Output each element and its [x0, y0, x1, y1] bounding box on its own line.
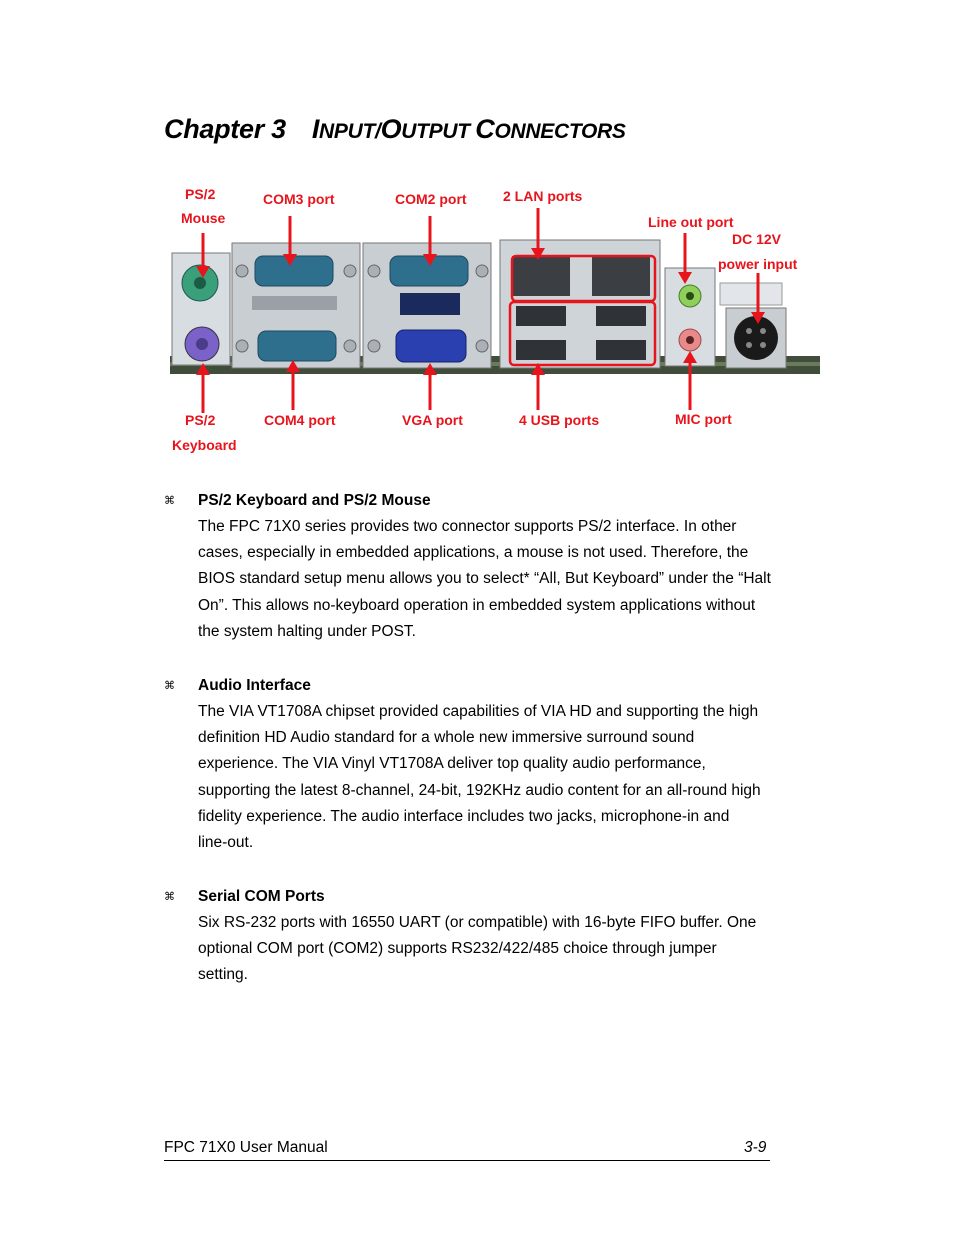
- callout-ps2-mouse-line1: PS/2: [185, 186, 216, 202]
- com-vga-bracket: [363, 243, 491, 368]
- lan-usb-block: [500, 240, 660, 368]
- footer-divider: [164, 1160, 770, 1161]
- io-panel-figure: [160, 178, 830, 463]
- section-body: Six RS-232 ports with 16550 UART (or compatible) with 16-byte FIFO buffer. One optional COM port (COM2) supports RS232/422/485 choice through jumper setting.: [198, 914, 757, 984]
- callout-lan-ports: 2 LAN ports: [503, 188, 583, 204]
- section-body: The VIA VT1708A chipset provided capabilities of VIA HD and supporting the high definition HD Audio standard for a whole new immersive surround sound experience. The VIA Vinyl VT1708A deliver top quality audio performance, supporting the latest 8-channel, 24-bit, 192KHz audio content for an all-round high fidelity experience. The audio interface includes two jacks, microphone-in and line-out.: [198, 703, 761, 852]
- callout-com3-port: COM3 port: [263, 191, 335, 207]
- callout-line-out-port: Line out port: [648, 214, 734, 230]
- chapter-number: Chapter 3: [164, 114, 286, 144]
- callout-ps2-mouse-line2: Mouse: [181, 210, 226, 226]
- bullet-icon: ⌘: [164, 891, 175, 903]
- callout-dc-line1: DC 12V: [732, 231, 782, 247]
- com-bracket-left: [232, 243, 360, 368]
- section-heading: Audio Interface: [198, 677, 311, 694]
- callout-com4-port: COM4 port: [264, 412, 336, 428]
- section-body: The FPC 71X0 series provides two connector supports PS/2 interface. In other cases, especially in embedded applications, a mouse is not used. Therefore, the BIOS standard setup menu allows you to select* “All, But Keyboard” under the “Halt On”. This allows no-keyboard operation in embedded system applications without the system halting under POST.: [198, 518, 771, 640]
- footer-manual-name: FPC 71X0 User Manual: [164, 1139, 328, 1156]
- callout-dc-line2: power input: [718, 256, 798, 272]
- dc-input: [720, 283, 786, 368]
- footer-page-number: 3-9: [744, 1139, 767, 1156]
- bullet-icon: ⌘: [164, 680, 175, 692]
- callout-ps2-keyboard-line1: PS/2: [185, 412, 216, 428]
- section-heading: PS/2 Keyboard and PS/2 Mouse: [198, 492, 431, 509]
- section-heading: Serial COM Ports: [198, 888, 325, 905]
- callout-usb-ports: 4 USB ports: [519, 412, 600, 428]
- callout-com2-port: COM2 port: [395, 191, 467, 207]
- callout-mic-port: MIC port: [675, 411, 732, 427]
- chapter-title: Chapter 3 INPUT/OUTPUT CONNECTORS: [164, 114, 626, 144]
- callout-vga-port: VGA port: [402, 412, 463, 428]
- callout-ps2-keyboard-line2: Keyboard: [172, 437, 237, 453]
- bullet-icon: ⌘: [164, 495, 175, 507]
